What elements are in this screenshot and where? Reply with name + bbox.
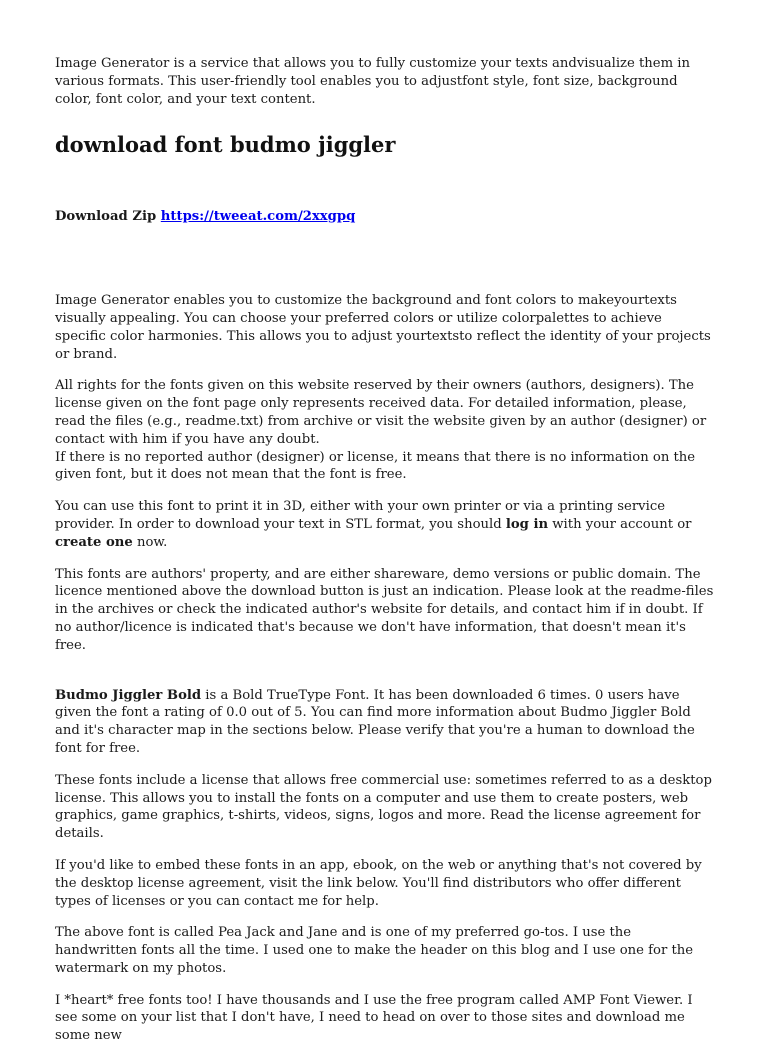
spacer [55,226,715,292]
font-info-text: is a Bold TrueType Font. It has been downloaded 6 times. 0 users have given the font a rating of 0.0 out of 5. You can find more information about Budmo Jiggler Bold and it's character map in the sections below. Please verify that you're a human to download the font for free. [55,687,695,756]
paragraph-authors-property: This fonts are authors' property, and are either shareware, demo versions or public domain. The licence mentioned above the download button is just an indication. Please look at the readme-files in the archives or check the indicated author's website for details, and contact him if in doubt. If no author/licence is indicated that's because we don't have information, that doesn't mean it's free. [55,566,714,653]
paragraph-embed: If you'd like to embed these fonts in an app, ebook, on the web or anything that's not covered by the desktop license agreement, visit the link below. You'll find distributors who offer different types of licenses or you can contact me for help. [55,857,702,909]
download-line [55,208,715,226]
paragraph-license: These fonts include a license that allows free commercial use: sometimes referred to as a desktop license. This allows you to install the fonts on a computer and use them to create posters, web graphics, game graphics, t-shirts, videos, signs, logos and more. Read the license agreement for details. [55,772,712,842]
paragraph-pea-jack: The above font is called Pea Jack and Jane and is one of my preferred go-tos. I use the handwritten fonts all the time. I used one to make the header on this blog and I use one for the watermark on my photos. [55,925,694,976]
login-link[interactable]: log in [505,516,549,532]
spacer [55,669,715,687]
rights-text: All rights for the fonts given on this website reserved by their owners (authors, designers). The license given on the font page only represents received data. For detailed information, please, read the files (e.g., readme.txt) from archive or visit the website given by an author (designer) or contact with him if you have any doubt. [55,378,707,447]
no-author-text: If there is no reported author (designer) or license, it means that there is no information on the given font, but it does not mean that the font is free. [55,449,696,483]
paragraph-rights [55,377,715,484]
intro-paragraph: Image Generator is a service that allows you to fully customize your texts andvisualize them in various formats. This user-friendly tool enables you to adjustfont style, font size, background color, font color, and your text content. [55,56,691,107]
download-link[interactable]: https://tweeat.com/2xxgpq [160,209,356,225]
print-text-mid: with your account or [548,516,692,532]
page-title: download font budmo jiggler [55,132,396,158]
paragraph-3d-print [55,498,715,551]
document-page [55,55,715,1059]
print-text-end: now. [132,534,168,550]
download-label: Download Zip [55,209,157,225]
create-account-link[interactable]: create one [55,534,133,550]
paragraph-customize: Image Generator enables you to customize the background and font colors to makeyourtexts visually appealing. You can choose your preferred colors or utilize colorpalettes to achieve specific color harmonies. This allows you to adjust yourtextsto reflect the identity of your projects or brand. [55,293,711,362]
font-name: Budmo Jiggler Bold [55,687,202,703]
paragraph-heart-fonts: I *heart* free fonts too! I have thousands and I use the free program called AMP Font Viewer. I see some on your list that I don't have, I need to head on over to those sites and download me some new [55,992,693,1044]
paragraph-font-info [55,687,715,758]
print-text-start: You can use this font to print it in 3D, either with your own printer or via a printing service provider. In order to download your text in STL format, you should [55,499,666,532]
